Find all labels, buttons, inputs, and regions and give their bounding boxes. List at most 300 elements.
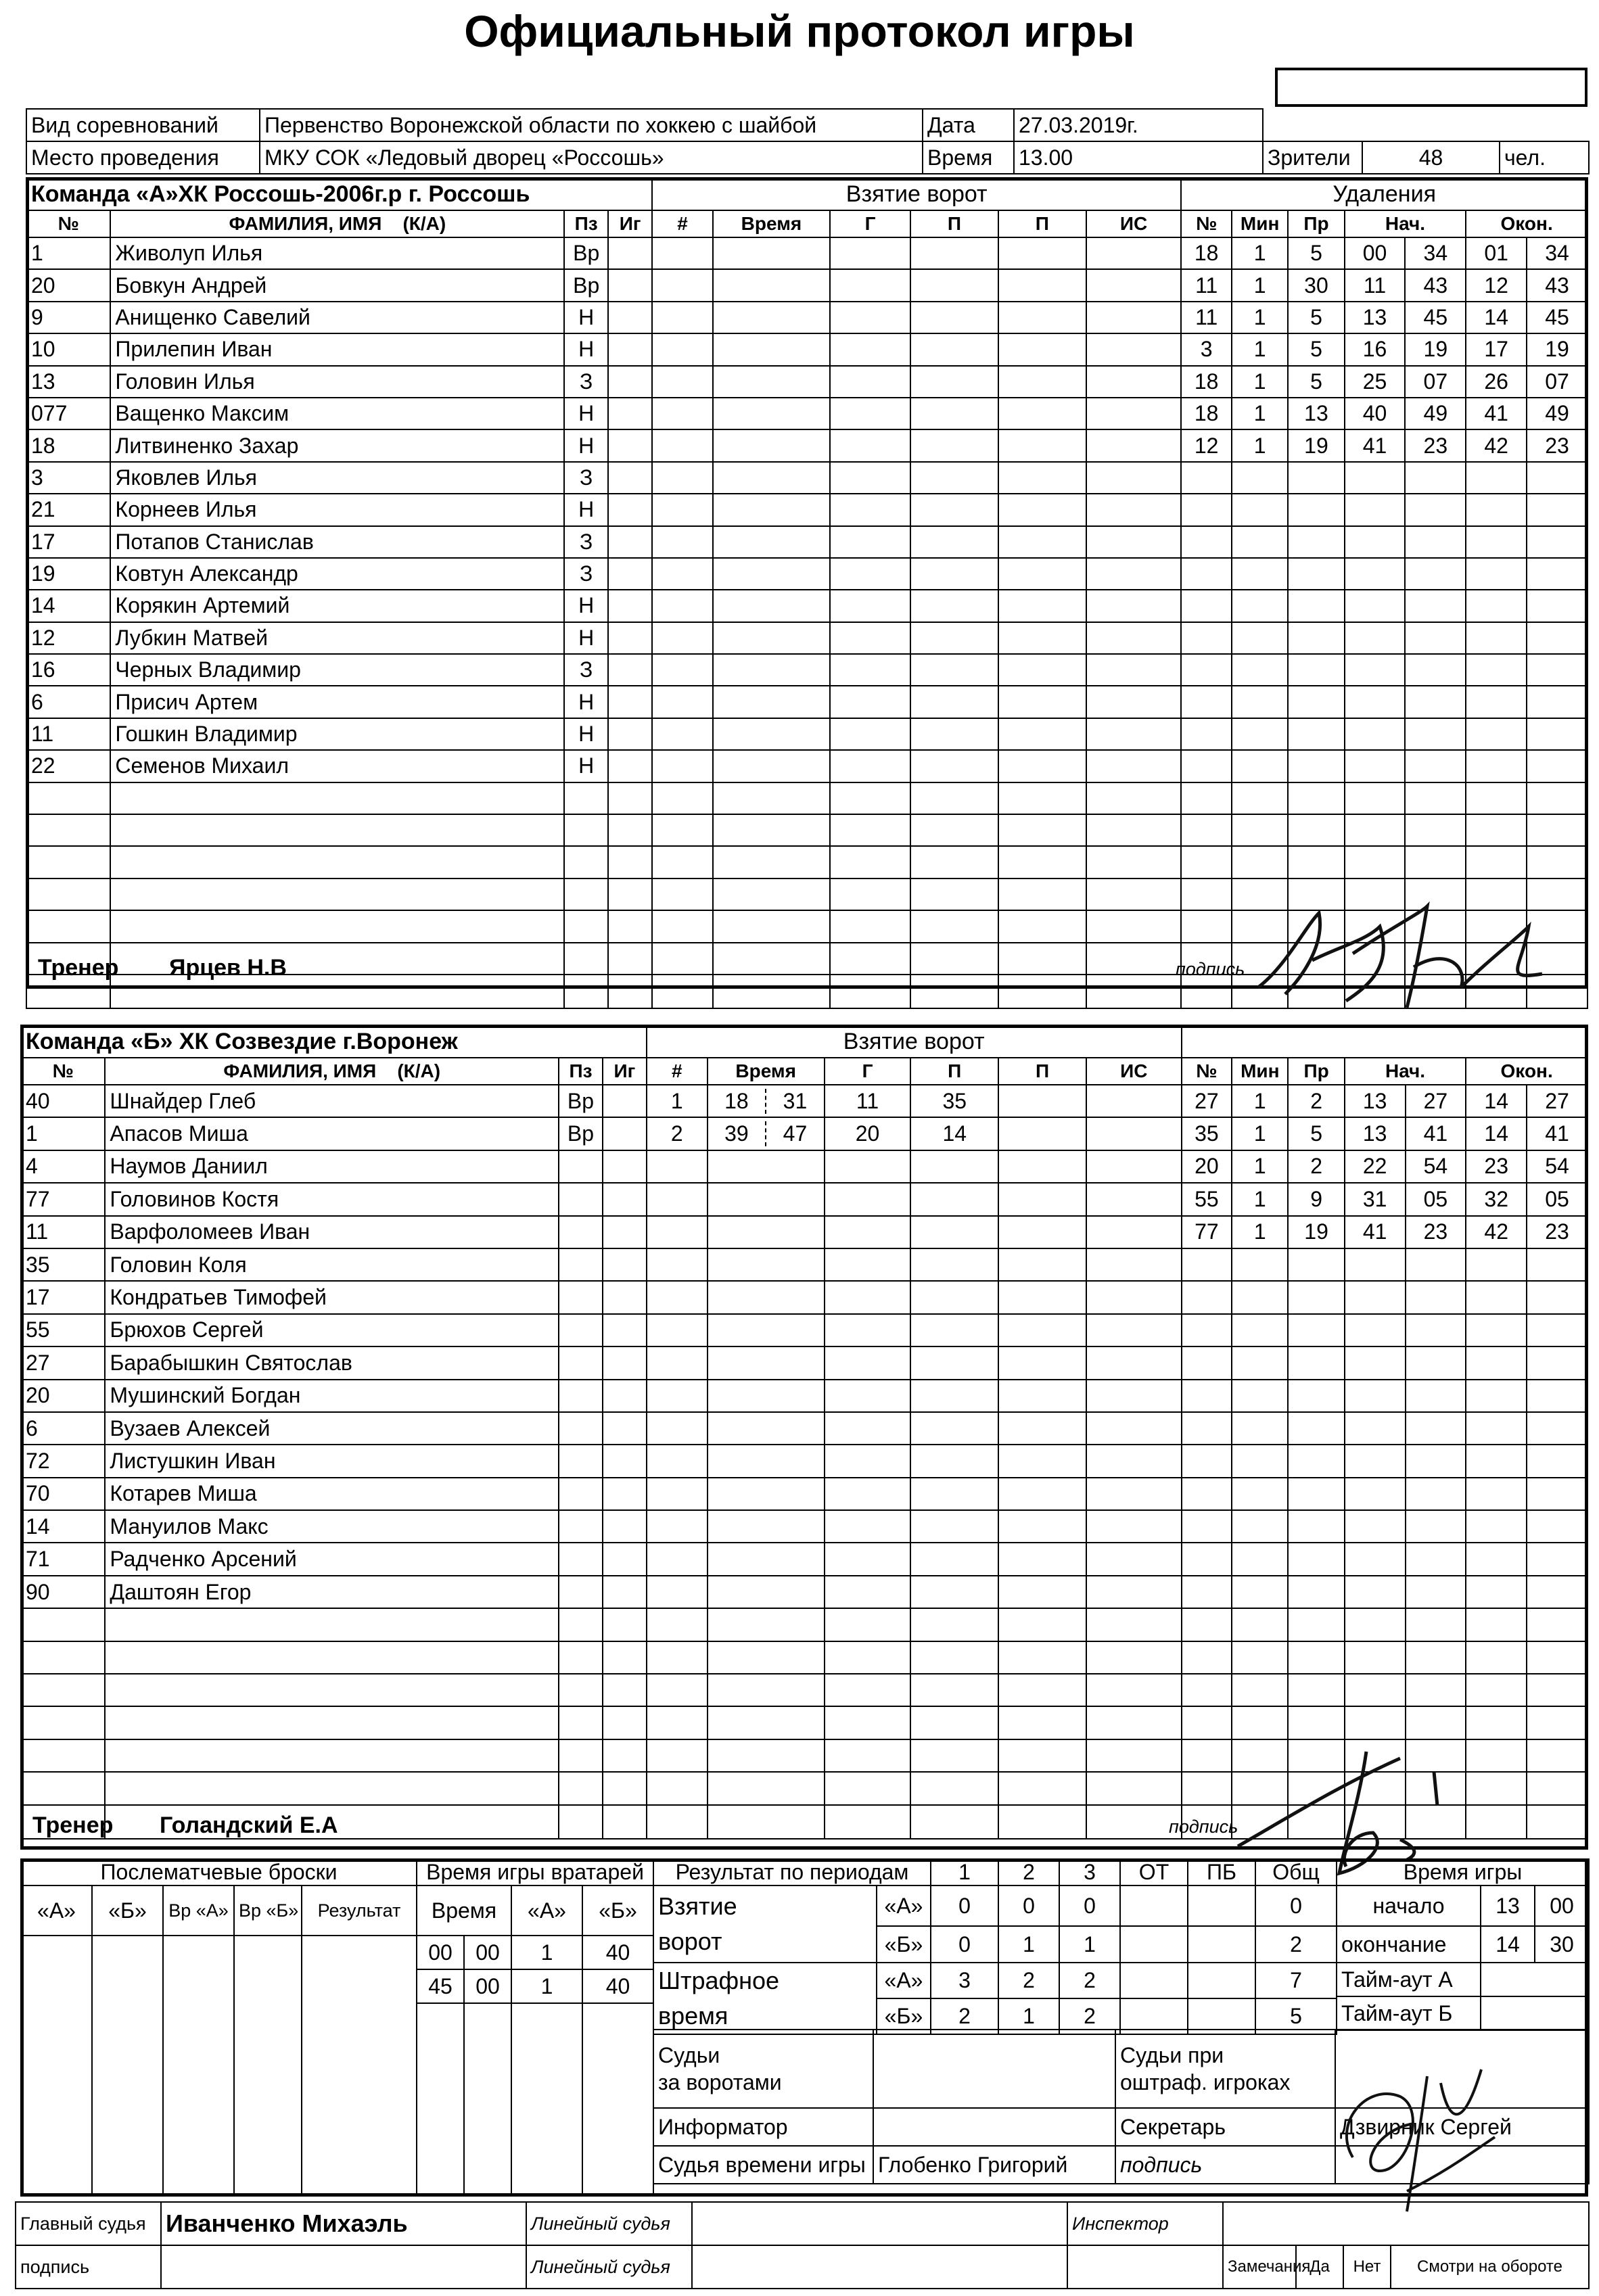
goal-is: [1086, 1117, 1182, 1150]
player-number: 3: [26, 462, 110, 494]
gk-row2-a: 1: [511, 1969, 582, 2003]
penalty-start-min: 25: [1345, 366, 1406, 398]
penalty-reason: 9: [1288, 1183, 1344, 1215]
pen-b-tag: «Б»: [877, 1998, 931, 2034]
player-name: Котарев Миша: [105, 1478, 559, 1510]
player-position: Н: [564, 429, 608, 461]
goals-a-ot: [1120, 1885, 1188, 1926]
table-row: [21, 1248, 1588, 1281]
page-title: Официальный протокол игры: [464, 6, 1135, 56]
penalty-reason: 2: [1288, 1085, 1344, 1117]
gk-col-time: Время: [417, 1885, 511, 1936]
player-position: Н: [564, 333, 608, 365]
col-pen-num: №: [1181, 210, 1232, 237]
game-end-min: 30: [1535, 1926, 1589, 1963]
table-row: [21, 1641, 1588, 1674]
linesman-label-1: Линейный судья: [526, 2202, 692, 2245]
team-b-coach-signature: [1231, 1731, 1461, 1880]
goal-time-min: 18: [708, 1089, 767, 1114]
team-b-coach-label: Тренер: [32, 1812, 114, 1838]
gk-col-a: «А»: [511, 1885, 582, 1936]
table-row: [26, 366, 1588, 398]
table-row: [26, 622, 1588, 654]
remarks-no: Нет: [1343, 2245, 1391, 2289]
player-name: Головин Илья: [110, 366, 564, 398]
col-ka-label: (К/А): [397, 1060, 441, 1081]
col-pz: Пз: [559, 1058, 603, 1085]
competition-value: Первенство Воронежской области по хоккею с шайбой: [260, 109, 923, 141]
penalty-end-sec: 05: [1527, 1183, 1588, 1215]
player-position: З: [564, 366, 608, 398]
player-name: Даштоян Егор: [105, 1576, 559, 1608]
penalty-player: 18: [1181, 237, 1232, 269]
timekeeper-label: Судья времени игры: [653, 2146, 873, 2184]
shootout-col-result: Результат: [302, 1885, 417, 1936]
penalty-start-min: 13: [1345, 1085, 1406, 1117]
gk-col-b: «Б»: [582, 1885, 653, 1936]
pen-a-p2: 2: [998, 1963, 1059, 1998]
player-number: 14: [26, 590, 110, 622]
goals-a-tag: «А»: [877, 1885, 931, 1926]
spectators-label: Зрители: [1263, 141, 1362, 174]
penalty-start-sec: 19: [1405, 333, 1466, 365]
penalty-start-min: 13: [1345, 302, 1406, 333]
player-position: Н: [564, 494, 608, 525]
game-start-label: начало: [1337, 1885, 1481, 1926]
player-name: Листушкин Иван: [105, 1445, 559, 1477]
timeout-b-label: Тайм-аут Б: [1337, 1996, 1481, 2030]
table-row: [26, 750, 1588, 782]
penalty-reason: 19: [1288, 1216, 1344, 1248]
player-number: 10: [26, 333, 110, 365]
shootout-table: [20, 1858, 417, 2196]
player-number: 1: [26, 237, 110, 269]
table-row: [26, 429, 1588, 461]
penalty-start-sec: 43: [1405, 269, 1466, 301]
player-position: [559, 1478, 603, 1510]
table-row: [26, 686, 1588, 718]
penalty-end-min: 01: [1466, 237, 1527, 269]
col-goal-time: Время: [708, 1058, 825, 1085]
player-position: [559, 1248, 603, 1281]
see-back-label: Смотри на обороте: [1391, 2245, 1589, 2289]
player-position: [559, 1216, 603, 1248]
penalty-end-sec: 54: [1527, 1150, 1588, 1183]
penalty-minutes: 1: [1232, 302, 1288, 333]
player-number: 17: [21, 1281, 105, 1313]
pen-a-pb: [1188, 1963, 1255, 1998]
player-name: Черных Владимир: [110, 654, 564, 686]
team-b-header: Команда «Б» ХК Созвездие г.Воронеж: [21, 1025, 647, 1058]
player-position: [559, 1281, 603, 1313]
penalty-start-sec: 41: [1406, 1117, 1466, 1150]
col-ka-label: (К/А): [402, 213, 446, 234]
player-name: Корякин Артемий: [110, 590, 564, 622]
col-name-label: ФАМИЛИЯ, ИМЯ: [229, 213, 382, 234]
goal-judges-line1: Судьи: [658, 2043, 720, 2067]
secretary-signature: [1326, 2056, 1502, 2218]
col-pen-pr: Пр: [1288, 1058, 1344, 1085]
secretary-label: Секретарь: [1115, 2108, 1335, 2146]
shootout-col-vra: Вр «А»: [163, 1885, 234, 1936]
penalty-end-sec: 23: [1527, 429, 1588, 461]
player-position: Н: [564, 718, 608, 750]
goals-a-p2: 0: [998, 1885, 1059, 1926]
linesman-label-2: Линейный судья: [526, 2245, 692, 2289]
player-number: 11: [21, 1216, 105, 1248]
col-name: [105, 1058, 559, 1085]
player-position: З: [564, 654, 608, 686]
penalty-start-sec: 05: [1406, 1183, 1466, 1215]
penalty-player: 20: [1182, 1150, 1232, 1183]
penalty-reason: 5: [1288, 237, 1344, 269]
goals-label: [653, 1885, 877, 1963]
time-value: 13.00: [1014, 141, 1263, 174]
table-row: [21, 1183, 1588, 1215]
goals-a-total: 0: [1255, 1885, 1337, 1926]
period-2: 2: [998, 1859, 1059, 1885]
team-a-signature-label: подпись: [1176, 959, 1245, 979]
periods-table: [653, 1858, 1337, 2035]
timekeeper-name: Глобенко Григорий: [873, 2146, 1115, 2184]
table-row: [26, 814, 1588, 846]
player-name: Ващенко Максим: [110, 398, 564, 429]
table-row: [21, 1576, 1588, 1608]
player-name: Кондратьев Тимофей: [105, 1281, 559, 1313]
penalty-start-sec: 23: [1406, 1216, 1466, 1248]
gk-row2-sec: 00: [464, 1969, 511, 2003]
timeout-a-label: Тайм-аут А: [1337, 1963, 1481, 1996]
penalty-minutes: 1: [1232, 333, 1288, 365]
goal-assist-2: [998, 1117, 1086, 1150]
gk-row2-b: 40: [582, 1969, 653, 2003]
shootout-col-vrb: Вр «Б»: [234, 1885, 302, 1936]
col-goal-time: Время: [713, 210, 830, 237]
table-row: [21, 1216, 1588, 1248]
penalty-end-sec: 27: [1527, 1085, 1588, 1117]
player-number: 40: [21, 1085, 105, 1117]
period-3: 3: [1059, 1859, 1120, 1885]
table-row: [21, 1543, 1588, 1575]
penalty-start-min: 16: [1345, 333, 1406, 365]
player-number: 19: [26, 558, 110, 590]
player-name: Лубкин Матвей: [110, 622, 564, 654]
penalty-end-sec: 19: [1527, 333, 1588, 365]
table-row: [21, 1608, 1588, 1641]
col-goal-g: Г: [825, 1058, 911, 1085]
goal-is: [1086, 1085, 1182, 1117]
penalty-end-sec: 43: [1527, 269, 1588, 301]
goal-judges-label: [653, 2030, 873, 2108]
remarks-label: Замечания: [1223, 2245, 1296, 2289]
penalty-minutes: 1: [1232, 1117, 1288, 1150]
col-pen-min: Мин: [1232, 1058, 1288, 1085]
player-name: Брюхов Сергей: [105, 1314, 559, 1346]
table-row: [26, 333, 1588, 365]
col-pen-end: Окон.: [1466, 1058, 1588, 1085]
penalty-end-min: 32: [1466, 1183, 1527, 1215]
player-number: 17: [26, 526, 110, 558]
goal-assist-2: [998, 1085, 1086, 1117]
penalty-player: 55: [1182, 1183, 1232, 1215]
player-position: Н: [564, 622, 608, 654]
penalty-end-min: 14: [1466, 302, 1527, 333]
team-a-table: [26, 177, 1588, 1009]
penalty-end-min: 14: [1466, 1085, 1527, 1117]
table-row: [26, 494, 1588, 525]
player-number: 20: [26, 269, 110, 301]
table-row: [21, 1281, 1588, 1313]
col-goal-g: Г: [830, 210, 910, 237]
penalty-end-min: 17: [1466, 333, 1527, 365]
penalty-end-min: 23: [1466, 1150, 1527, 1183]
player-name: Шнайдер Глеб: [105, 1085, 559, 1117]
team-a-header: Команда «А»ХК Россошь-2006г.р г. Россошь: [26, 178, 652, 210]
col-pen-pr: Пр: [1288, 210, 1344, 237]
col-goal-p1: П: [910, 210, 998, 237]
pen-a-p3: 2: [1059, 1963, 1120, 1998]
goals-b-p2: 1: [998, 1926, 1059, 1963]
table-row: [21, 1150, 1588, 1183]
player-number: 72: [21, 1445, 105, 1477]
penalty-end-min: 41: [1466, 398, 1527, 429]
pen-b-p2: 1: [998, 1998, 1059, 2034]
player-position: [559, 1445, 603, 1477]
table-row: [26, 398, 1588, 429]
player-number: 6: [21, 1412, 105, 1445]
penalty-end-sec: 49: [1527, 398, 1588, 429]
game-end-label: окончание: [1337, 1926, 1481, 1963]
table-row: [26, 462, 1588, 494]
gk-header: Время игры вратарей: [417, 1859, 653, 1885]
penalty-end-sec: 23: [1527, 1216, 1588, 1248]
shootout-col-b: «Б»: [92, 1885, 163, 1936]
player-name: Семенов Михаил: [110, 750, 564, 782]
table-row: [21, 1445, 1588, 1477]
inspector-label: Инспектор: [1067, 2202, 1223, 2245]
secretary-name: Дзвирник Сергей: [1335, 2108, 1589, 2146]
player-position: З: [564, 526, 608, 558]
penalty-reason: 19: [1288, 429, 1344, 461]
player-position: [559, 1510, 603, 1543]
penalty-start-min: 41: [1345, 429, 1406, 461]
goal-scorer: 20: [825, 1117, 911, 1150]
player-number: 6: [26, 686, 110, 718]
col-pen-start: Нач.: [1345, 1058, 1466, 1085]
player-number: 77: [21, 1183, 105, 1215]
periods-header: Результат по периодам: [653, 1859, 931, 1885]
goalkeeper-time-table: [416, 1858, 654, 2196]
player-number: 1: [21, 1117, 105, 1150]
team-b-signature-label: подпись: [1169, 1817, 1238, 1837]
player-number: 11: [26, 718, 110, 750]
player-name: Яковлев Илья: [110, 462, 564, 494]
team-a-coach-name: Ярцев Н.В: [169, 955, 287, 981]
player-number: 55: [21, 1314, 105, 1346]
team-a-coach-label: Тренер: [38, 955, 119, 981]
player-number: 20: [21, 1380, 105, 1412]
table-row: [21, 1380, 1588, 1412]
competition-label: Вид соревнований: [26, 109, 260, 141]
col-num: №: [21, 1058, 105, 1085]
player-position: [559, 1380, 603, 1412]
spectators-value: 48: [1362, 141, 1500, 174]
goal-scorer: 11: [825, 1085, 911, 1117]
pen-b-p3: 2: [1059, 1998, 1120, 2034]
venue-value: МКУ СОК «Ледовый дворец «Россошь»: [260, 141, 923, 174]
penalty-reason: 5: [1288, 366, 1344, 398]
penalty-judges-line1: Судьи при: [1120, 2043, 1224, 2067]
table-row: [26, 558, 1588, 590]
col-goal-num: #: [652, 210, 713, 237]
game-end-hour: 14: [1481, 1926, 1535, 1963]
player-position: Н: [564, 398, 608, 429]
player-number: 70: [21, 1478, 105, 1510]
penalty-player: 12: [1181, 429, 1232, 461]
table-row: [21, 1117, 1588, 1150]
player-name: Мушинский Богдан: [105, 1380, 559, 1412]
player-name: Наумов Даниил: [105, 1150, 559, 1183]
penalty-player: 77: [1182, 1216, 1232, 1248]
chief-signature-label: подпись: [16, 2245, 161, 2289]
table-row: [21, 1085, 1588, 1117]
penalty-start-min: 13: [1345, 1117, 1406, 1150]
player-position: [559, 1543, 603, 1575]
penalty-minutes: 1: [1232, 1183, 1288, 1215]
penalty-end-min: 14: [1466, 1117, 1527, 1150]
player-name: Варфоломеев Иван: [105, 1216, 559, 1248]
player-number: 90: [21, 1576, 105, 1608]
penalty-player: 11: [1181, 302, 1232, 333]
player-position: [559, 1346, 603, 1379]
player-position: Н: [564, 302, 608, 333]
penalty-reason: 5: [1288, 1117, 1344, 1150]
player-name: Корнеев Илья: [110, 494, 564, 525]
goals-a-pb: [1188, 1885, 1255, 1926]
player-name: Бовкун Андрей: [110, 269, 564, 301]
goal-assist-1: 35: [910, 1085, 998, 1117]
footer-table: [15, 2201, 1590, 2289]
penalty-start-min: 11: [1345, 269, 1406, 301]
penalty-start-sec: 45: [1405, 302, 1466, 333]
penalty-start-sec: 07: [1405, 366, 1466, 398]
shootout-col-a: «А»: [21, 1885, 92, 1936]
team-b-table: [20, 1025, 1588, 1840]
player-name: Гошкин Владимир: [110, 718, 564, 750]
info-table: [26, 108, 1590, 174]
player-number: 35: [21, 1248, 105, 1281]
player-name: Присич Артем: [110, 686, 564, 718]
penalty-start-sec: 34: [1405, 237, 1466, 269]
player-name: Головинов Костя: [105, 1183, 559, 1215]
pen-a-tag: «А»: [877, 1963, 931, 1998]
table-row: [21, 1478, 1588, 1510]
venue-label: Место проведения: [26, 141, 260, 174]
table-row: [26, 654, 1588, 686]
penalty-player: 27: [1182, 1085, 1232, 1117]
table-row: [26, 237, 1588, 269]
penalty-end-sec: 45: [1527, 302, 1588, 333]
period-1: 1: [931, 1859, 998, 1885]
player-position: [559, 1576, 603, 1608]
goals-a-p3: 0: [1059, 1885, 1120, 1926]
penalty-end-sec: 07: [1527, 366, 1588, 398]
penalty-minutes: 1: [1232, 429, 1288, 461]
penalty-reason: 2: [1288, 1150, 1344, 1183]
table-row: [26, 590, 1588, 622]
period-total: Общ: [1255, 1859, 1337, 1885]
goals-a-p1: 0: [931, 1885, 998, 1926]
pen-b-total: 5: [1255, 1998, 1337, 2034]
team-b-goals-header: Взятие ворот: [647, 1025, 1182, 1058]
player-number: 4: [21, 1150, 105, 1183]
player-name: Живолуп Илья: [110, 237, 564, 269]
game-time-header: Время игры: [1337, 1859, 1589, 1885]
col-pen-end: Окон.: [1466, 210, 1588, 237]
gk-row1-min: 00: [417, 1936, 464, 1969]
penalty-start-sec: 54: [1406, 1150, 1466, 1183]
gk-row1-sec: 00: [464, 1936, 511, 1969]
table-row: [21, 1314, 1588, 1346]
col-ig: Иг: [608, 210, 652, 237]
spectators-unit: чел.: [1500, 141, 1589, 174]
pen-b-p1: 2: [931, 1998, 998, 2034]
game-start-min: 00: [1535, 1885, 1589, 1926]
col-name-label: ФАМИЛИЯ, ИМЯ: [223, 1060, 377, 1081]
penalty-label-1: Штрафное: [658, 1967, 780, 1994]
player-position: Вр: [559, 1117, 603, 1150]
player-position: Вр: [564, 237, 608, 269]
player-position: З: [564, 462, 608, 494]
game-start-hour: 13: [1481, 1885, 1535, 1926]
team-a-penalties-header: Удаления: [1181, 178, 1588, 210]
player-name: Головин Коля: [105, 1248, 559, 1281]
penalty-player: 35: [1182, 1117, 1232, 1150]
player-name: Потапов Станислав: [110, 526, 564, 558]
player-number: 16: [26, 654, 110, 686]
goals-label-2: ворот: [658, 1927, 722, 1955]
goal-number: 2: [647, 1117, 708, 1150]
goal-time-min: 39: [708, 1121, 767, 1146]
player-number: 9: [26, 302, 110, 333]
goal-time-sec: 47: [783, 1121, 808, 1146]
officials-signature-label: подпись: [1115, 2146, 1335, 2184]
col-pz: Пз: [564, 210, 608, 237]
game-time-table: [1336, 1858, 1590, 2031]
pen-a-total: 7: [1255, 1963, 1337, 1998]
col-ig: Иг: [603, 1058, 647, 1085]
player-number: 22: [26, 750, 110, 782]
penalty-start-min: 31: [1345, 1183, 1406, 1215]
goal-assist-1: 14: [910, 1117, 998, 1150]
penalty-end-sec: 41: [1527, 1117, 1588, 1150]
penalty-minutes: 1: [1232, 366, 1288, 398]
col-goal-p2: П: [998, 1058, 1086, 1085]
player-position: З: [564, 558, 608, 590]
table-row: [26, 718, 1588, 750]
table-row: [26, 782, 1588, 814]
col-goal-p2: П: [998, 210, 1086, 237]
player-position: Вр: [564, 269, 608, 301]
goal-number: 1: [647, 1085, 708, 1117]
table-row: [21, 1346, 1588, 1379]
penalty-end-sec: 34: [1527, 237, 1588, 269]
player-name: Литвиненко Захар: [110, 429, 564, 461]
player-name: Анищенко Савелий: [110, 302, 564, 333]
col-goal-is: ИС: [1086, 1058, 1182, 1085]
penalty-minutes: 1: [1232, 398, 1288, 429]
chief-referee-name: Иванченко Михаэль: [161, 2202, 526, 2245]
